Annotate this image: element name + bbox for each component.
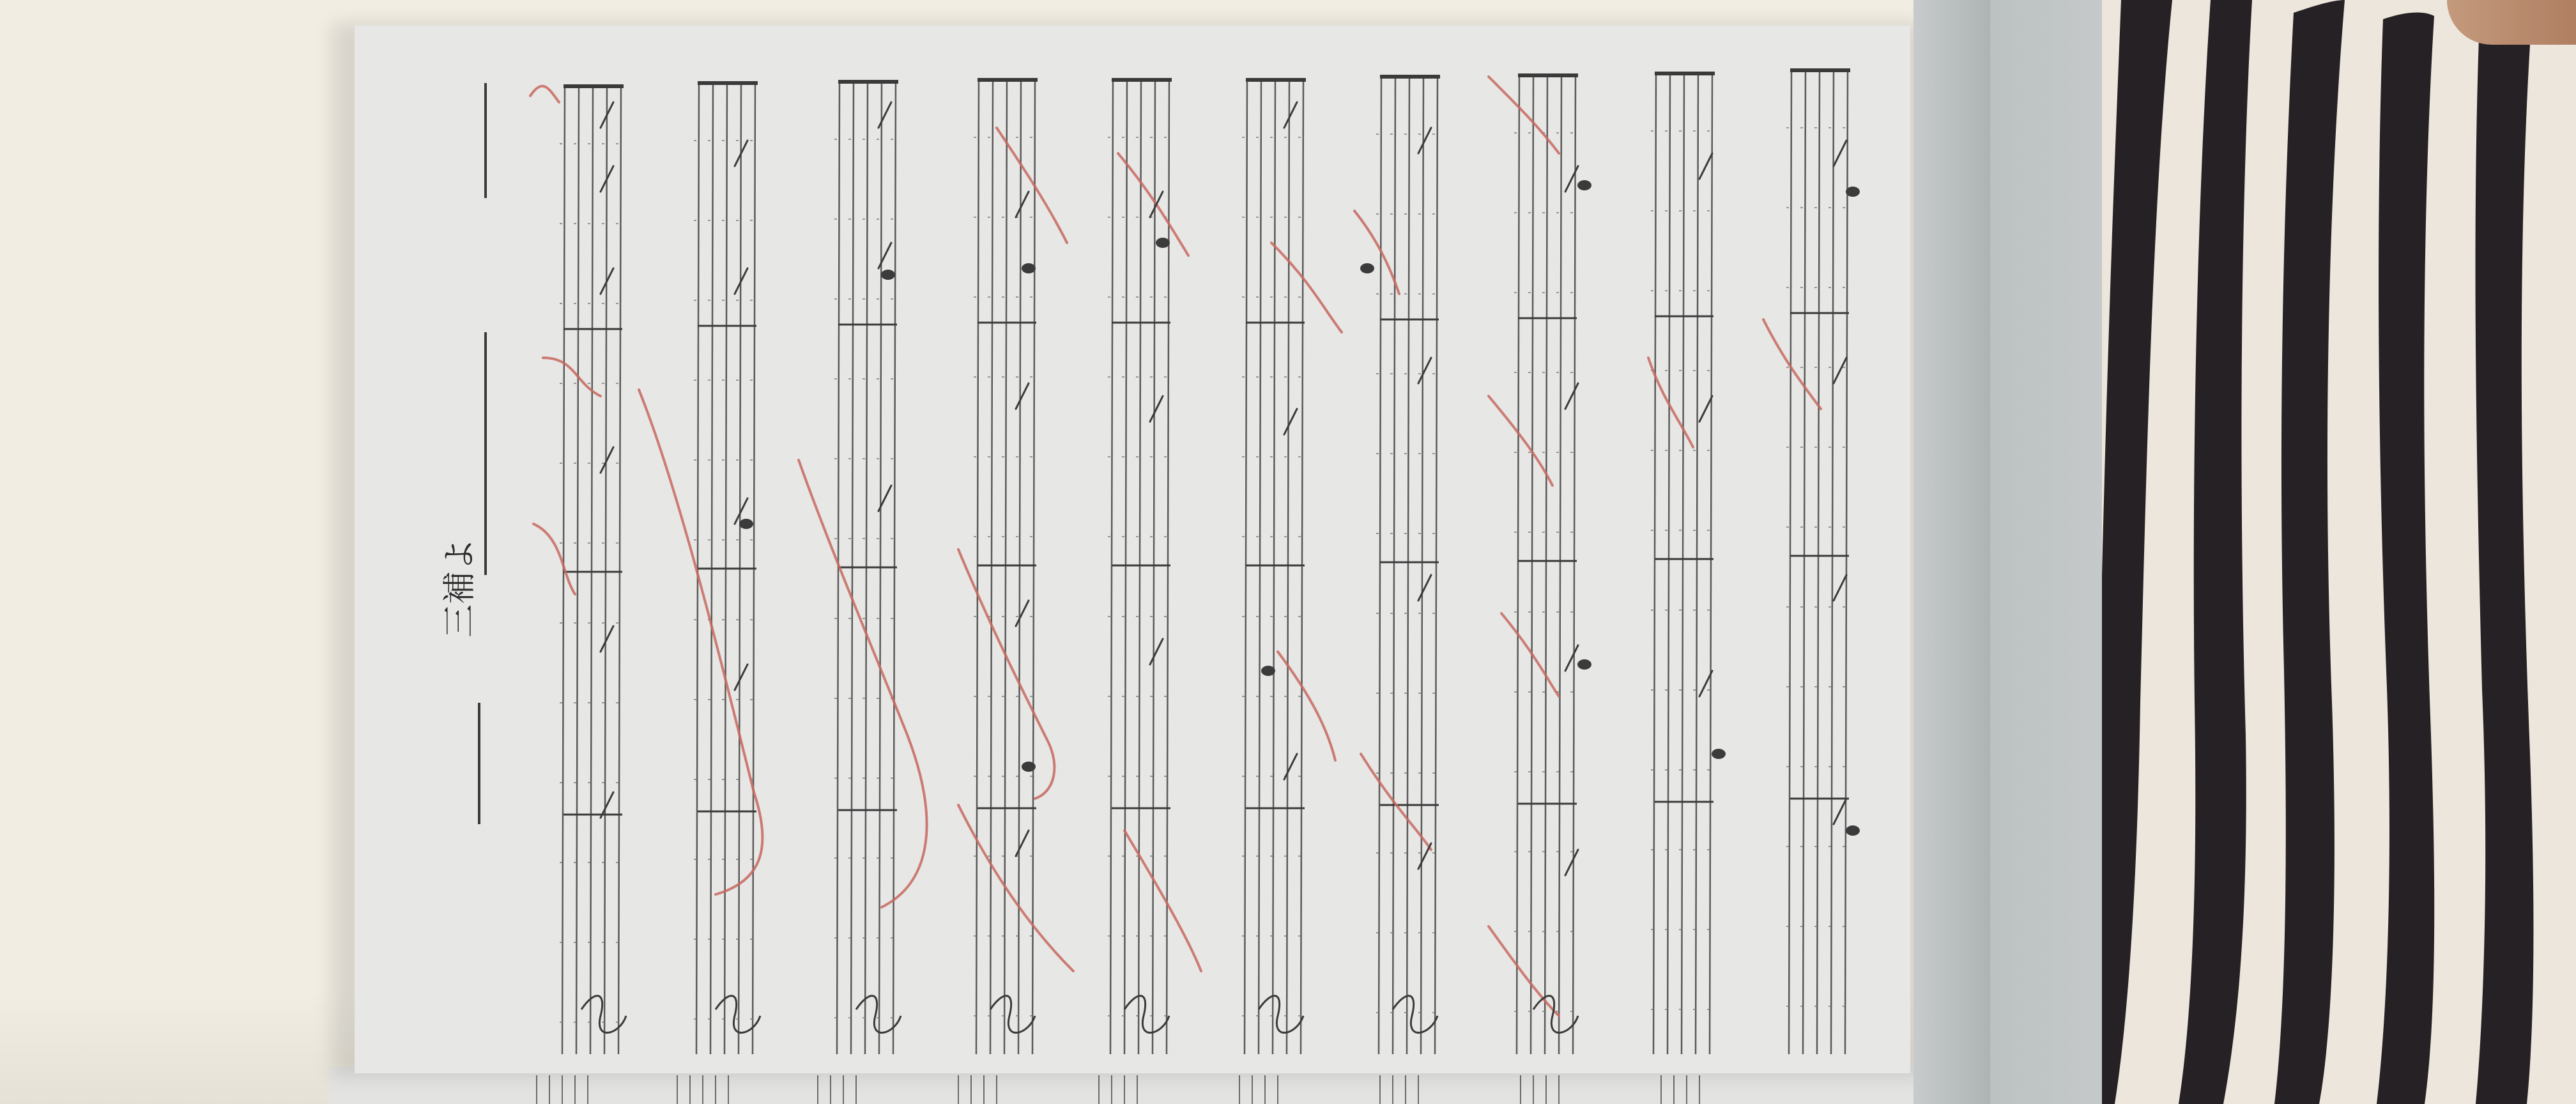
song-title: 三補よ bbox=[441, 538, 479, 638]
